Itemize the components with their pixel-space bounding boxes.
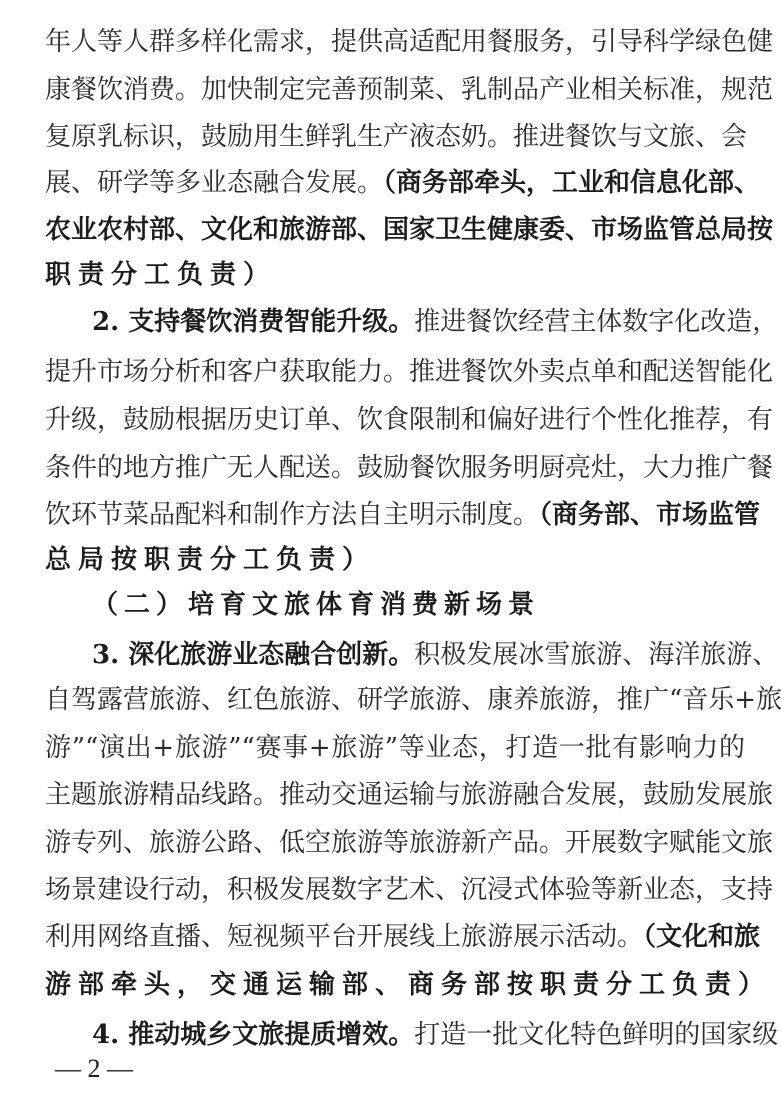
text-line xyxy=(45,540,745,580)
line-text: 利用网络直播、短视频平台开展线上旅游展示活动。 xyxy=(45,922,644,952)
responsibility-note: （商务部、市场监管 xyxy=(539,500,761,530)
line-text: 主题旅游精品线路。推动交通运输与旅游融合发展，鼓励发展旅 xyxy=(45,780,774,810)
item-heading: 2. 支持餐饮消费智能升级。 xyxy=(92,307,415,337)
text-line xyxy=(45,728,745,768)
section-title: （二）培育文旅体育消费新场景 xyxy=(92,590,541,620)
item-2-heading-line xyxy=(92,302,779,342)
text-line xyxy=(45,775,774,815)
responsibility-note: （商务部牵头，工业和信息化部、 xyxy=(383,168,761,198)
text-line xyxy=(45,870,774,910)
text-line xyxy=(45,352,774,392)
text-line xyxy=(45,917,761,957)
text-line xyxy=(45,680,782,720)
line-text: 打造一批文化特色鲜明的国家级 xyxy=(414,1020,779,1050)
line-text: 年人等人群多样化需求，提供高适配用餐服务，引导科学绿色健 xyxy=(45,27,774,57)
responsibility-note: （文化和旅 xyxy=(643,922,761,952)
text-line xyxy=(45,255,745,295)
item-4-heading-line xyxy=(92,1015,779,1055)
text-line xyxy=(45,163,761,203)
line-text: 游”“演出+旅游”“赛事+旅游”等业态，打造一批有影响力的 xyxy=(45,733,745,763)
text-line xyxy=(45,495,761,535)
text-line xyxy=(45,965,772,1005)
item-3-heading-line xyxy=(92,635,779,675)
text-line xyxy=(45,448,774,488)
text-line xyxy=(45,117,748,157)
line-text: 复原乳标识，鼓励用生鲜乳生产液态奶。推进餐饮与文旅、会 xyxy=(45,122,748,152)
line-text: 游专列、旅游公路、低空旅游等旅游新产品。开展数字赋能文旅 xyxy=(45,828,774,858)
item-heading: 4. 推动城乡文旅提质增效。 xyxy=(92,1020,415,1050)
text-line xyxy=(45,210,774,250)
section-heading xyxy=(92,585,540,625)
item-heading: 3. 深化旅游业态融合创新。 xyxy=(92,640,415,670)
text-line xyxy=(45,823,774,863)
text-line xyxy=(45,400,774,440)
text-line xyxy=(45,70,774,110)
responsibility-note: 农业农村部、文化和旅游部、国家卫生健康委、市场监管总局按 xyxy=(45,215,774,245)
line-text: 升级，鼓励根据历史订单、饮食限制和偏好进行个性化推荐，有 xyxy=(45,405,774,435)
responsibility-note: 总局按职责分工负责） xyxy=(45,545,376,575)
text-line xyxy=(45,22,774,62)
line-text: 康餐饮消费。加快制定完善预制菜、乳制品产业相关标准，规范 xyxy=(45,75,774,105)
line-text: 场景建设行动，积极发展数字艺术、沉浸式体验等新业态，支持 xyxy=(45,875,774,905)
responsibility-note: 职责分工负责） xyxy=(45,260,277,290)
line-text: 积极发展冰雪旅游、海洋旅游、 xyxy=(414,640,779,670)
line-text: 自驾露营旅游、红色旅游、研学旅游、康养旅游，推广“音乐+旅 xyxy=(45,685,782,715)
line-text: 饮环节菜品配料和制作方法自主明示制度。 xyxy=(45,500,540,530)
line-text: 展、研学等多业态融合发展。 xyxy=(45,168,384,198)
page-number: — 2 — xyxy=(55,1054,133,1083)
line-text: 条件的地方推广无人配送。鼓励餐饮服务明厨亮灶，大力推广餐 xyxy=(45,453,774,483)
line-text: 提升市场分析和客户获取能力。推进餐饮外卖点单和配送智能化 xyxy=(45,357,774,387)
responsibility-note: 游部牵头，交通运输部、商务部按职责分工负责） xyxy=(45,970,772,1000)
line-text: 推进餐饮经营主体数字化改造， xyxy=(414,307,779,337)
